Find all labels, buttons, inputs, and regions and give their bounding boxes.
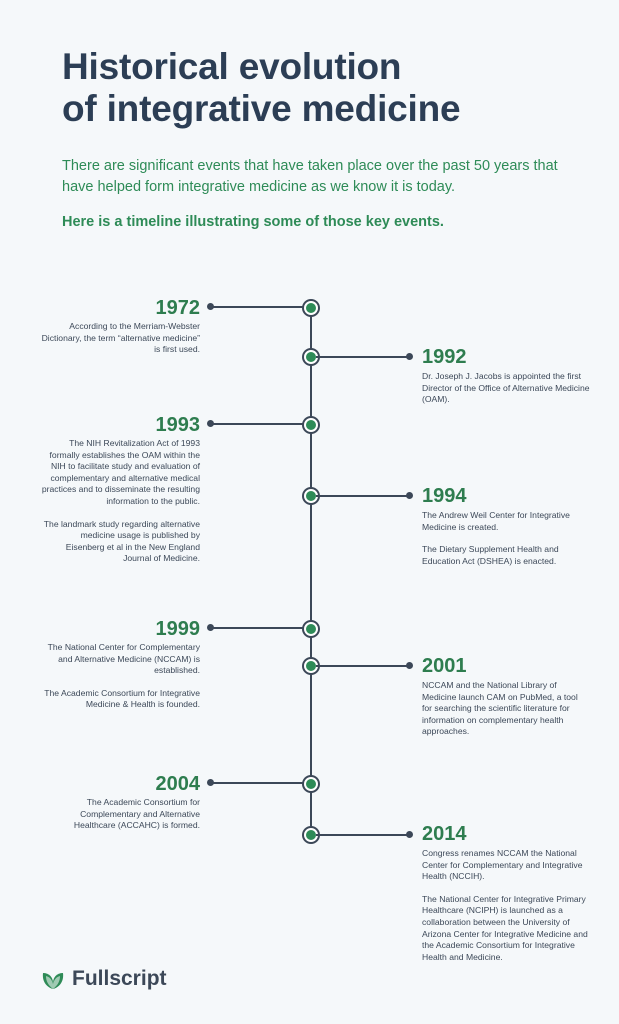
subintro-text: Here is a timeline illustrating some of those key events. — [62, 214, 444, 230]
title-line-2: of integrative medicine — [62, 88, 461, 129]
desc-1972-p1: According to the Merriam-Webster Dictionary, the term “alternative medicine” is first used. — [41, 321, 200, 355]
desc-1993-p1: The NIH Revitalization Act of 1993 formally establishes the OAM within the NIH to facilitate study and evaluation of complementary and alternative medical practices and to disseminate the resulting information to the public. — [41, 438, 200, 506]
connector-2004 — [211, 782, 304, 784]
connector-dot-2004 — [207, 779, 214, 786]
leaf-icon — [40, 967, 66, 991]
timeline-node-1999 — [304, 622, 318, 636]
connector-dot-2001 — [406, 662, 413, 669]
desc-1993 — [40, 438, 200, 576]
desc-2001-p1: NCCAM and the National Library of Medicine launch CAM on PubMed, a tool for searching the scientific literature for information on complementary health approaches. — [422, 680, 578, 737]
desc-1994-p1: The Andrew Weil Center for Integrative Medicine is created. — [422, 510, 570, 532]
desc-1992 — [422, 371, 590, 417]
connector-dot-1994 — [406, 492, 413, 499]
title-line-1: Historical evolution — [62, 46, 402, 87]
connector-2014 — [316, 834, 408, 836]
timeline-node-1972 — [304, 301, 318, 315]
year-1994: 1994 — [422, 485, 467, 507]
connector-2001 — [316, 665, 408, 667]
desc-1999-p2: The Academic Consortium for Integrative Medicine & Health is founded. — [44, 687, 200, 710]
desc-1994 — [422, 510, 590, 578]
connector-1994 — [316, 495, 408, 497]
desc-1993-p2: The landmark study regarding alternative medicine usage is published by Eisenberg et al in the New England Journal of Medicine. — [43, 518, 200, 564]
connector-1972 — [211, 306, 304, 308]
timeline-axis — [310, 307, 312, 835]
connector-1999 — [211, 627, 304, 629]
year-2014: 2014 — [422, 823, 467, 845]
year-1999: 1999 — [155, 618, 200, 640]
connector-dot-2014 — [406, 831, 413, 838]
year-2001: 2001 — [422, 655, 467, 677]
connector-dot-1992 — [406, 353, 413, 360]
brand-name: Fullscript — [72, 967, 167, 990]
desc-2014-p1: Congress renames NCCAM the National Center for Complementary and Integrative Health (NCCIH). — [422, 848, 583, 882]
desc-2004-p1: The Academic Consortium for Complementary and Alternative Healthcare (ACCAHC) is formed. — [73, 797, 200, 831]
connector-1992 — [316, 356, 408, 358]
desc-1972 — [40, 321, 200, 367]
connector-dot-1999 — [207, 624, 214, 631]
desc-1992-p1: Dr. Joseph J. Jacobs is appointed the first Director of the Office of Alternative Medicine (OAM). — [422, 371, 590, 405]
desc-1999-p1: The National Center for Complementary and Alternative Medicine (NCCAM) is established. — [47, 642, 200, 676]
year-1992: 1992 — [422, 346, 467, 368]
timeline-node-2004 — [304, 777, 318, 791]
desc-2014 — [422, 848, 590, 974]
year-1972: 1972 — [155, 297, 200, 319]
desc-2004 — [40, 797, 200, 843]
year-1993: 1993 — [155, 414, 200, 436]
desc-1994-p2: The Dietary Supplement Health and Education Act (DSHEA) is enacted. — [422, 544, 559, 566]
brand-logo — [40, 966, 167, 992]
page-title — [62, 46, 582, 130]
intro-text: There are significant events that have taken place over the past 50 years that have helped form integrative medicine as we know it is today. — [62, 158, 558, 195]
timeline-node-1993 — [304, 418, 318, 432]
desc-2014-p2: The National Center for Integrative Primary Healthcare (NCIPH) is launched as a collaboration between the University of Arizona Center for Integrative Medicine and the Academic Consortium for Integrative Health and Medicine. — [422, 893, 588, 962]
desc-1999 — [40, 642, 200, 722]
connector-dot-1993 — [207, 420, 214, 427]
year-2004: 2004 — [155, 773, 200, 795]
connector-1993 — [211, 423, 304, 425]
desc-2001 — [422, 680, 590, 749]
connector-dot-1972 — [207, 303, 214, 310]
